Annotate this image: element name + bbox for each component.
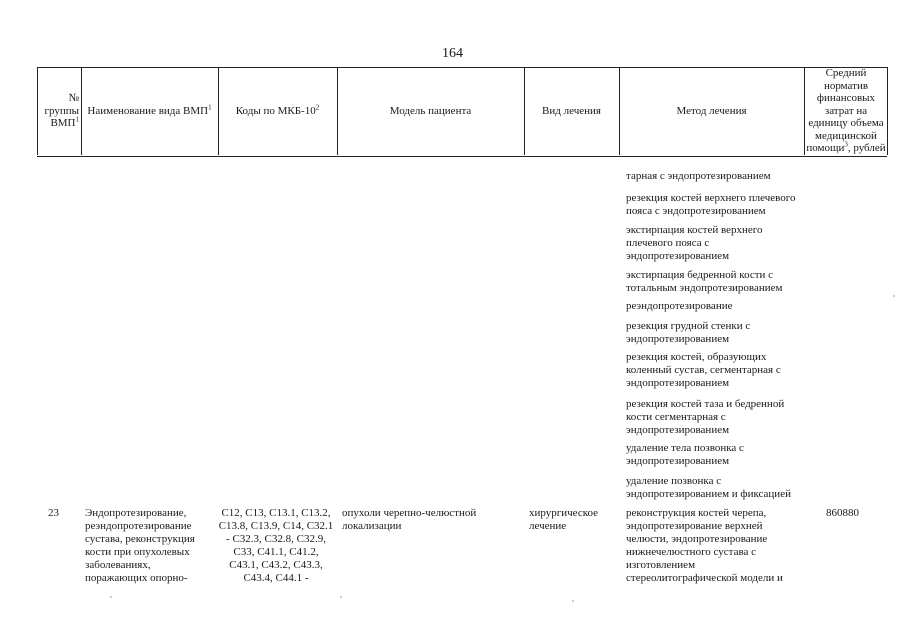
scan-speck xyxy=(572,600,574,602)
page-number: 164 xyxy=(442,46,463,61)
header-patient-model: Модель пациента xyxy=(389,104,472,117)
header-icd-codes: Коды по МКБ-$10^2$ xyxy=(235,103,320,117)
row-icd-codes: C12, C13, C13.1, C13.2, C13.8, C13.9, C14, C32.1 - C32.3, C32.8, C32.9, C33, C41.1, C41.2, C43.1, C43.2, C43.3, C43.4, C44.1 - xyxy=(218,507,334,584)
row-patient-model: опухоли черепно-челюстной локализации xyxy=(342,507,477,532)
scan-speck xyxy=(893,295,895,297)
method-item: тарная с эндопротезированием xyxy=(626,170,771,182)
scan-speck xyxy=(340,596,342,598)
method-item: реэндопротезирование xyxy=(626,300,733,312)
header-vmp-type: Наименование вида ВМП$^1$ xyxy=(87,103,212,117)
header-treatment-method: Метод лечения xyxy=(676,104,747,117)
row-vmp-name: Эндопротезирование, реэндопротезирование сустава, реконструкция кости при опухолевых заболеваниях, поражающих опорно- xyxy=(85,507,195,584)
method-item: удаление тела позвонка с эндопротезированием xyxy=(626,442,744,467)
col-divider xyxy=(887,67,888,155)
header-group-no: № группы ВМП$^1$ xyxy=(44,92,79,130)
method-item: резекция костей верхнего плечевого пояса с эндопротезированием xyxy=(626,192,796,217)
row-cost: 860880 xyxy=(826,507,859,519)
scan-speck xyxy=(110,596,112,598)
header-treatment-type: Вид лечения xyxy=(542,104,601,117)
row-treatment-type: хирургическое лечение xyxy=(529,507,599,532)
method-item: резекция костей, образующих коленный сустав, сегментарная с эндопротезированием xyxy=(626,351,781,389)
method-item: резекция костей таза и бедренной кости сегментарная с эндопротезированием xyxy=(626,398,785,436)
row-treatment-method: реконструкция костей черепа, эндопротезирование верхней челюсти, эндопротезирование нижнечелюстного сустава с изготовлением стереолитографической модели и xyxy=(626,507,783,584)
row-group-number: 23 xyxy=(48,507,59,519)
method-item: экстирпация бедренной кости с тотальным эндопротезированием xyxy=(626,269,783,294)
method-item: экстирпация костей верхнего плечевого пояса с эндопротезированием xyxy=(626,224,763,262)
header-cost-norm: Средний норматив финансовых затрат на единицу объема медицинской помощи$^3$, рублей xyxy=(806,67,886,155)
method-item: резекция грудной стенки с эндопротезированием xyxy=(626,320,751,345)
method-item: удаление позвонка с эндопротезированием и фиксацией xyxy=(626,475,791,500)
